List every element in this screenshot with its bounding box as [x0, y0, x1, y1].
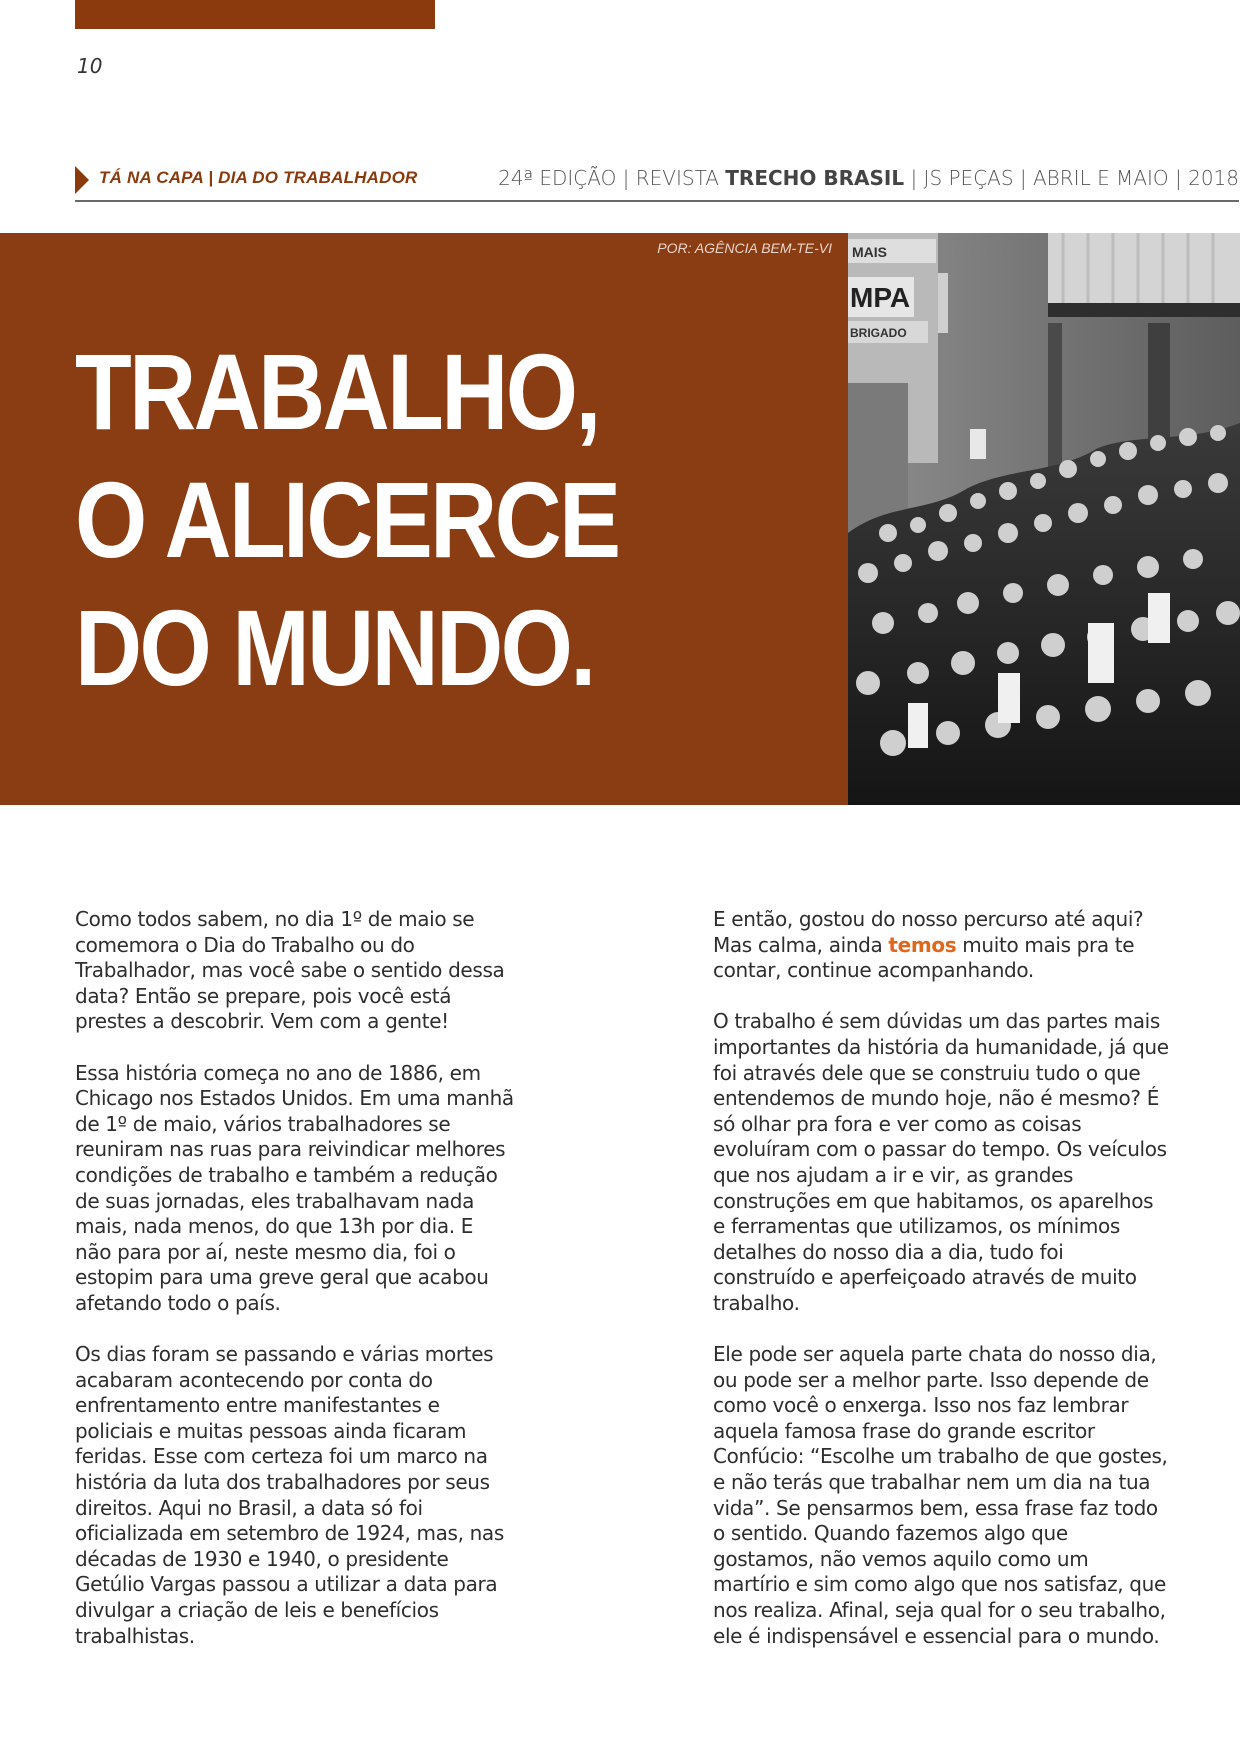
paragraph: O trabalho é sem dúvidas um das partes mais importantes da história da humanidade, já que foi através dele que se construiu tudo o que entendemos de mundo hoje, não é mesmo? É só olhar pra fora e ver como as coisas evoluíram com o passar do tempo. Os veículos que nos ajudam a ir e vir, as grandes construções em que habitamos, os aparelhos e ferramentas que utilizamos, os mínimos detalhes do nosso dia a dia, tudo foi construído e aperfeiçoado através de muito trabalho. — [713, 1009, 1169, 1315]
hero-photo — [848, 233, 1240, 805]
edition-suffix: | JS PEÇAS | ABRIL E MAIO | 2018 — [904, 166, 1239, 190]
paragraph: Como todos sabem, no dia 1º de maio se comemora o Dia do Trabalho ou do Trabalhador, mas você sabe o sentido dessa data? Então se prepare, pois você está prestes a descobrir. Vem com a gente! — [75, 907, 505, 1034]
headline-line-1: TRABALHO, — [75, 331, 599, 452]
headline-line-2: O ALICERCE — [75, 459, 619, 580]
paragraph — [713, 907, 1169, 984]
section-header — [75, 162, 1239, 202]
hero-block — [0, 233, 848, 805]
paragraph: Essa história começa no ano de 1886, em Chicago nos Estados Unidos. Em uma manhã de 1º de maio, vários trabalhadores se reuniram nas ruas para reivindicar melhores condições de trabalho e também a redução de suas jornadas, eles trabalhavam nada mais, nada menos, do que 13h por dia. E não para por aí, neste mesmo dia, foi o estopim para uma greve geral que acabou afetando todo o país. — [75, 1060, 514, 1315]
highlighted-word: temos — [888, 932, 957, 957]
sign-mpa: MPA — [850, 282, 911, 313]
paragraph: Os dias foram se passando e várias mortes acabaram acontecendo por conta do enfrentamento entre manifestantes e policiais e muitas pessoas ainda ficaram feridas. Esse com certeza foi um marco na história da luta dos trabalhadores por seus direitos. Aqui no Brasil, a data só foi oficializada em setembro de 1924, mas, nas décadas de 1930 e 1940, o presidente Getúlio Vargas passou a utilizar a data para divulgar a criação de leis e benefícios trabalhistas. — [75, 1342, 504, 1648]
headline — [75, 328, 619, 712]
byline: POR: AGÊNCIA BEM-TE-VI — [657, 240, 832, 256]
top-accent-bar — [75, 0, 435, 29]
page-number: 10 — [77, 54, 103, 78]
section-label: TÁ NA CAPA | DIA DO TRABALHADOR — [99, 168, 418, 187]
magazine-name: TRECHO BRASIL — [725, 166, 905, 190]
sign-mais: MAIS — [852, 244, 887, 260]
headline-line-3: DO MUNDO. — [75, 587, 594, 708]
edition-prefix: 24ª EDIÇÃO | REVISTA — [498, 166, 726, 190]
paragraph: Ele pode ser aquela parte chata do nosso dia, ou pode ser a melhor parte. Isso depende de como você o enxerga. Isso nos faz lembrar aquela famosa frase do grande escritor Confúcio: “Escolhe um trabalho de que gostes, e não terás que trabalhar nem um dia na tua vida”. Se pensarmos bem, essa frase faz todo o sentido. Quando fazemos algo que gostamos, não vemos aquilo como um martírio e sim como algo que nos satisfaz, que nos realiza. Afinal, seja qual for o seu trabalho, ele é indispensável e essencial para o mundo. — [713, 1342, 1168, 1648]
article-column-left — [75, 907, 515, 1675]
section-arrow-icon — [75, 166, 89, 194]
crowd-photo-illustration — [848, 233, 1240, 805]
paragraph-text: E então, gostou do nosso percurso até aqui? Mas calma, ainda — [713, 907, 1144, 957]
paragraph-text: muito mais pra te contar, continue acompanhando. — [713, 932, 1135, 983]
article-column-right — [713, 907, 1169, 1675]
sign-brigado: BRIGADO — [850, 326, 907, 340]
edition-info — [498, 166, 1239, 190]
